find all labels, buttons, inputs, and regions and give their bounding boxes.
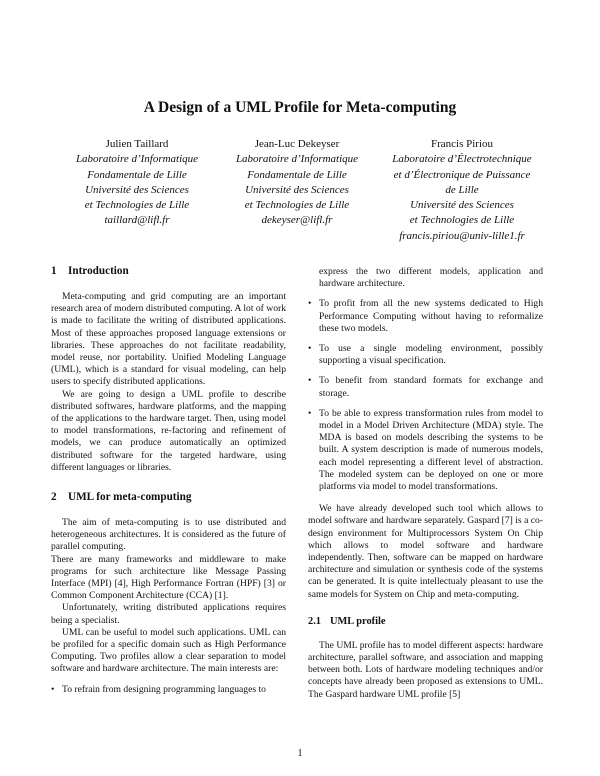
author-affiliation: Laboratoire d’Informatique <box>235 153 359 166</box>
author-affiliation: et d’Électronique de Puissance <box>393 168 531 181</box>
paragraph: We have already developed such tool which allows to model software and hardware separately. Gaspard [7] is a co-design environment for Multiprocessors System On Chip which allows to model software and hardware independently. Then, software can be mapped on hardware architecture and simulation or synthesis code of the systems can be generated. It is quite intellectualy pleasant to use the same models for System on Chip and meta-computing. <box>308 503 543 600</box>
author-email: taillard@lifl.fr <box>104 214 170 227</box>
author-affiliation: Université des Sciences <box>85 183 189 196</box>
paragraph: We are going to design a UML profile to describe distributed softwares, hardware platforms, and the mapping of the applications to the hardware target. Then, using model to model transformations, re-factoring and refinement of models, we can produce automatically an optimized distributed software for the targeted hardware, using different languages or libraries. <box>51 388 286 473</box>
bullet-icon: • <box>308 375 312 387</box>
author-name: Jean-Luc Dekeyser <box>254 138 340 150</box>
author-block-1 <box>52 137 222 229</box>
bullet-icon: • <box>308 298 312 310</box>
paragraph: Unfortunately, writing distributed applications requires being a specialist. <box>51 602 286 626</box>
list-item: • To use a single modeling environment, possibly supporting a visual specification. <box>308 343 543 367</box>
bullet-list <box>308 298 543 493</box>
paragraph: The aim of meta-computing is to use distributed and heterogeneous architectures. It is considered as the future of parallel computing. <box>51 517 286 553</box>
left-column <box>51 264 286 704</box>
list-item: • To benefit from standard formats for exchange and storage. <box>308 375 543 399</box>
author-affiliation: de Lille <box>445 183 479 196</box>
section-number: 2 <box>51 491 57 504</box>
section-heading-introduction <box>51 264 286 278</box>
list-item: • To profit from all the new systems dedicated to High Performance Computing without having to reformalize these two models. <box>308 298 543 334</box>
bullet-icon: • <box>51 683 55 695</box>
author-email: francis.piriou@univ-lille1.fr <box>399 229 525 242</box>
author-affiliation: et Technologies de Lille <box>409 214 515 227</box>
author-block-3 <box>362 137 562 244</box>
author-affiliation: Laboratoire d’Informatique <box>75 153 199 166</box>
paper-title: A Design of a UML Profile for Meta-computing <box>143 99 457 116</box>
bullet-list <box>51 684 286 696</box>
paragraph: The UML profile has to model different aspects: hardware architecture, parallel software, and association and mapping between both. Lots of hardware modeling techniques and/or concepts have already been proposed as extensions to UML. The Gaspard hardware UML profile [5] <box>308 639 543 700</box>
paragraph: Meta-computing and grid computing are an important research area of modern distributed computing. A lot of work is made to facilitate the writing of distributed applications. Most of these approaches proposed language extensions or libraries. These approaches do not facilitate readability, model reuse, nor portability. Unified Modeling Language (UML), which is a standard for visual modeling, can help users to specify distributed applications. <box>51 291 286 388</box>
subsection-heading-uml-profile <box>308 615 543 628</box>
author-affiliation: Université des Sciences <box>245 183 349 196</box>
bullet-icon: • <box>308 343 312 355</box>
paragraph: There are many frameworks and middleware to make programs for such architecture like Message Passing Interface (MPI) [4], High Performance Fortran (HPF) [3] or Common Component Architecture (CCA) [1]. <box>51 553 286 602</box>
subsection-title: UML profile <box>330 615 386 627</box>
author-affiliation: et Technologies de Lille <box>84 199 190 212</box>
author-affiliation: Fondamentale de Lille <box>87 168 187 181</box>
author-affiliation: Fondamentale de Lille <box>247 168 347 181</box>
list-item: • To be able to express transformation rules from model to model in a Model Driven Architecture (MDA) style. The MDA is based on models describing the systems to be built. A system description is made of numerous models, each model representing a different level of abstraction. The modeled system can be deployed on one or more platforms via model to model transformations. <box>308 407 543 493</box>
author-email: dekeyser@lifl.fr <box>261 214 333 227</box>
author-affiliation: Université des Sciences <box>410 199 514 212</box>
list-item-continuation: express the two different models, application and hardware architecture. <box>319 266 543 290</box>
author-affiliation: et Technologies de Lille <box>244 199 350 212</box>
section-heading-uml <box>51 490 286 504</box>
section-title: UML for meta-computing <box>68 491 192 504</box>
author-name: Francis Piriou <box>430 138 494 150</box>
author-name: Julien Taillard <box>105 138 169 150</box>
list-item: • To refrain from designing programming languages to <box>51 683 266 695</box>
page-number: 1 <box>297 748 303 759</box>
right-column <box>308 266 543 701</box>
bullet-icon: • <box>308 407 312 419</box>
section-number: 1 <box>51 265 57 277</box>
author-affiliation: Laboratoire d’Électrotechnique <box>392 153 532 166</box>
section-title: Introduction <box>68 265 129 277</box>
subsection-number: 2.1 <box>308 615 321 627</box>
author-block-2 <box>212 137 382 229</box>
paragraph: UML can be useful to model such applications. UML can be profiled for a specific domain such as High Performance Computing. Two profiles allow a clear separation to model software and hardware architecture. The main interests are: <box>51 626 286 675</box>
